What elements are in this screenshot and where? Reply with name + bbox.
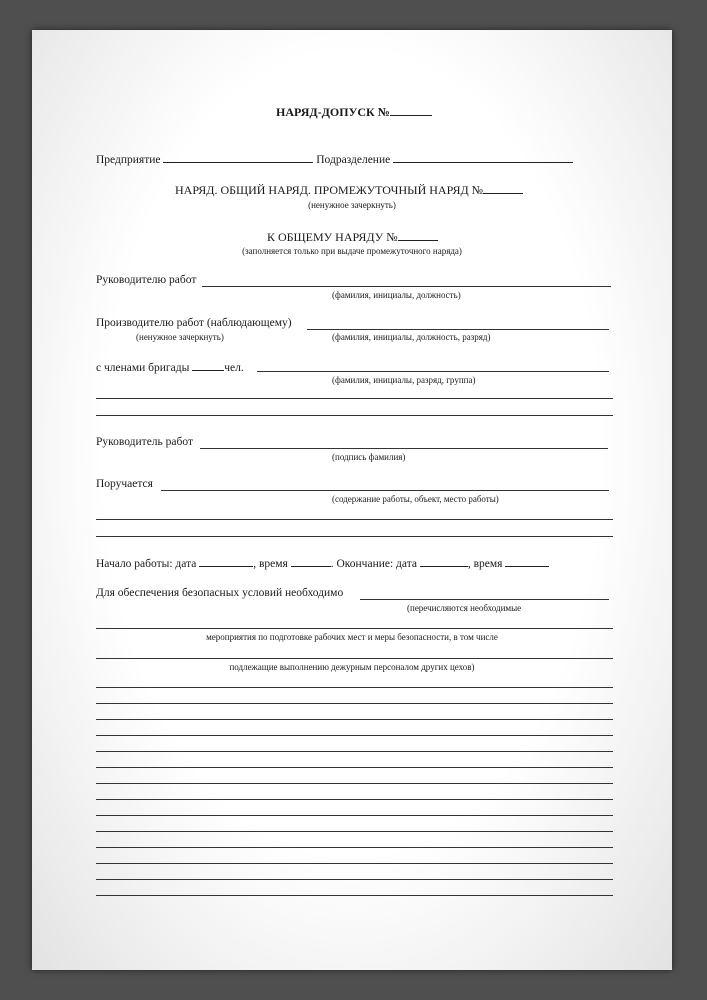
division-field[interactable] [393, 151, 573, 163]
producer-field[interactable] [307, 329, 609, 330]
blank-line[interactable] [96, 735, 613, 736]
start-date-label: Начало работы: дата [96, 558, 197, 570]
end-date-field[interactable] [420, 555, 468, 567]
producer-label: Производителю работ (наблюдающему) [96, 317, 292, 329]
head-to-label: Руководителю работ [96, 274, 197, 286]
blank-line[interactable] [96, 687, 613, 688]
document-title [276, 104, 432, 120]
safety-hint-1: (перечисляются необходимые [407, 603, 522, 613]
head-sign-hint: (подпись фамилия) [332, 452, 406, 462]
safety-line-3[interactable] [96, 658, 613, 659]
crew-row [96, 359, 244, 374]
assigned-line-3[interactable] [96, 536, 613, 537]
fill-note: (заполняется только при выдаче промежуточного наряда) [242, 246, 462, 256]
company-row [96, 151, 573, 166]
dates-row [96, 555, 549, 570]
blank-line[interactable] [96, 799, 613, 800]
safety-field[interactable] [360, 599, 609, 600]
assigned-label: Поручается [96, 478, 153, 490]
order-types-text: НАРЯД. ОБЩИЙ НАРЯД. ПРОМЕЖУТОЧНЫЙ НАРЯД № [175, 183, 484, 197]
order-type-row [175, 182, 523, 198]
title-text: НАРЯД-ДОПУСК № [276, 105, 390, 119]
blank-line[interactable] [96, 879, 613, 880]
safety-hint-2: мероприятия по подготовке рабочих мест и меры безопасности, в том числе [206, 632, 498, 642]
company-field[interactable] [163, 151, 313, 163]
start-time-label: , время [253, 558, 288, 570]
blank-line[interactable] [96, 767, 613, 768]
crew-count-field[interactable] [192, 359, 224, 371]
producer-hint: (фамилия, инициалы, должность, разряд) [332, 332, 491, 342]
crew-unit: чел. [224, 362, 244, 374]
safety-hint-3: подлежащие выполнению дежурным персоналом других цехов) [229, 662, 475, 672]
blank-line[interactable] [96, 751, 613, 752]
start-time-field[interactable] [291, 555, 331, 567]
blank-line[interactable] [96, 831, 613, 832]
crew-names-field[interactable] [257, 371, 609, 372]
general-order-number[interactable] [398, 229, 438, 241]
blank-line[interactable] [96, 895, 613, 896]
blank-line[interactable] [96, 815, 613, 816]
start-date-field[interactable] [199, 555, 253, 567]
assigned-field[interactable] [161, 490, 609, 491]
blank-line[interactable] [96, 783, 613, 784]
assigned-line-2[interactable] [96, 519, 613, 520]
crew-line-3[interactable] [96, 415, 613, 416]
blank-line[interactable] [96, 863, 613, 864]
general-order-row [267, 229, 438, 245]
order-number-blank[interactable] [390, 104, 432, 116]
safety-line-2[interactable] [96, 628, 613, 629]
head-to-hint: (фамилия, инициалы, должность) [332, 290, 461, 300]
division-label: Подразделение [316, 154, 391, 166]
crew-prefix: с членами бригады [96, 362, 190, 374]
crew-line-2[interactable] [96, 398, 613, 399]
end-time-field[interactable] [505, 555, 549, 567]
producer-strike-note: (ненужное зачеркнуть) [136, 332, 224, 342]
head-to-field[interactable] [202, 286, 611, 287]
end-date-label: . Окончание: дата [330, 558, 417, 570]
blank-line[interactable] [96, 719, 613, 720]
assigned-hint: (содержание работы, объект, место работы) [332, 494, 499, 504]
head-sign-label: Руководитель работ [96, 436, 193, 448]
blank-line[interactable] [96, 703, 613, 704]
blank-line[interactable] [96, 847, 613, 848]
safety-label: Для обеспечения безопасных условий необходимо [96, 587, 344, 599]
intermediate-order-number[interactable] [483, 182, 523, 194]
crew-hint: (фамилия, инициалы, разряд, группа) [332, 375, 476, 385]
end-time-label: , время [467, 558, 503, 570]
strike-note: (ненужное зачеркнуть) [308, 200, 396, 210]
company-label: Предприятие [96, 154, 161, 166]
head-sign-field[interactable] [200, 448, 608, 449]
document-page [32, 30, 672, 970]
general-order-text: К ОБЩЕМУ НАРЯДУ № [267, 230, 398, 244]
